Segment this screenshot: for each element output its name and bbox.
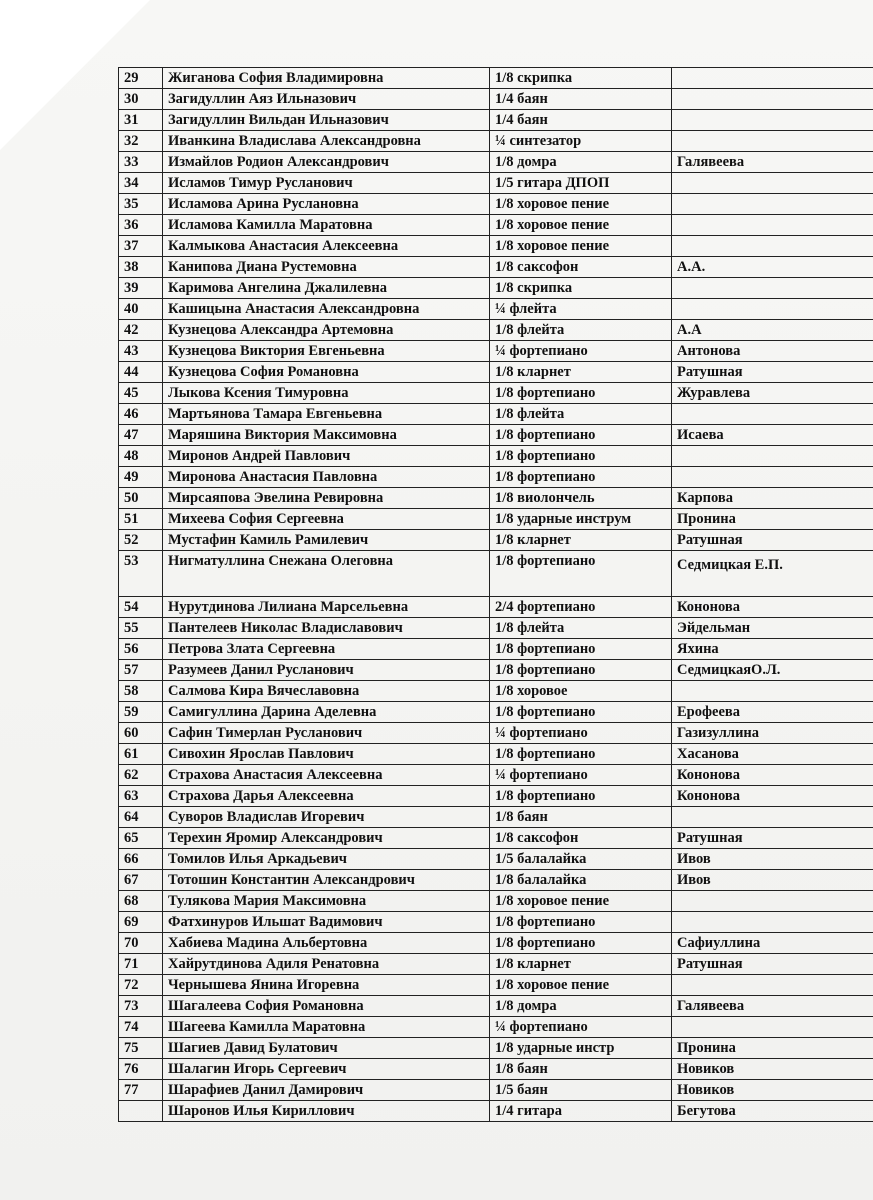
table-row bbox=[119, 681, 873, 702]
table-row bbox=[119, 257, 873, 278]
table-row bbox=[119, 597, 873, 618]
teacher-cell: Пронина bbox=[672, 1038, 873, 1059]
student-name-cell: Жиганова София Владимировна bbox=[163, 68, 490, 89]
teacher-cell: Антонова bbox=[672, 341, 873, 362]
row-number-cell: 64 bbox=[119, 807, 163, 828]
table-row bbox=[119, 807, 873, 828]
row-number-cell: 69 bbox=[119, 912, 163, 933]
table-row bbox=[119, 173, 873, 194]
teacher-cell bbox=[672, 891, 873, 912]
instrument-cell: 1/8 хоровое пение bbox=[490, 975, 672, 996]
instrument-cell: 1/8 скрипка bbox=[490, 68, 672, 89]
student-name-cell: Шаронов Илья Кириллович bbox=[163, 1101, 490, 1122]
table-row bbox=[119, 467, 873, 488]
instrument-cell: 1/8 скрипка bbox=[490, 278, 672, 299]
instrument-cell: 1/8 фортепиано bbox=[490, 425, 672, 446]
teacher-cell bbox=[672, 807, 873, 828]
row-number-cell: 46 bbox=[119, 404, 163, 425]
student-name-cell: Нигматуллина Снежана Олеговна bbox=[163, 551, 490, 597]
instrument-cell: 1/8 фортепиано bbox=[490, 551, 672, 597]
teacher-cell: Ратушная bbox=[672, 530, 873, 551]
teacher-cell bbox=[672, 446, 873, 467]
instrument-cell: 1/4 баян bbox=[490, 110, 672, 131]
student-name-cell: Шагеева Камилла Маратовна bbox=[163, 1017, 490, 1038]
row-number-cell: 68 bbox=[119, 891, 163, 912]
table-row bbox=[119, 131, 873, 152]
teacher-cell bbox=[672, 89, 873, 110]
row-number-cell: 40 bbox=[119, 299, 163, 320]
teacher-cell: Эйдельман bbox=[672, 618, 873, 639]
student-name-cell: Тулякова Мария Максимовна bbox=[163, 891, 490, 912]
instrument-cell: 1/8 саксофон bbox=[490, 257, 672, 278]
teacher-cell bbox=[672, 681, 873, 702]
teacher-cell: Новиков bbox=[672, 1080, 873, 1101]
row-number-cell: 51 bbox=[119, 509, 163, 530]
student-name-cell: Петрова Злата Сергеевна bbox=[163, 639, 490, 660]
table-row bbox=[119, 912, 873, 933]
instrument-cell: 1/5 баян bbox=[490, 1080, 672, 1101]
row-number-cell: 67 bbox=[119, 870, 163, 891]
row-number-cell: 48 bbox=[119, 446, 163, 467]
instrument-cell: ¼ синтезатор bbox=[490, 131, 672, 152]
instrument-cell: 1/5 балалайка bbox=[490, 849, 672, 870]
row-number-cell: 42 bbox=[119, 320, 163, 341]
teacher-cell: Галявеева bbox=[672, 996, 873, 1017]
instrument-cell: 1/8 виолончель bbox=[490, 488, 672, 509]
student-name-cell: Михеева София Сергеевна bbox=[163, 509, 490, 530]
teacher-cell bbox=[672, 68, 873, 89]
teacher-cell: Ратушная bbox=[672, 954, 873, 975]
student-name-cell: Разумеев Данил Русланович bbox=[163, 660, 490, 681]
instrument-cell: 1/8 ударные инструм bbox=[490, 509, 672, 530]
teacher-cell: Бегутова bbox=[672, 1101, 873, 1122]
row-number-cell: 70 bbox=[119, 933, 163, 954]
table-row bbox=[119, 404, 873, 425]
table-row bbox=[119, 849, 873, 870]
row-number-cell: 73 bbox=[119, 996, 163, 1017]
table-row bbox=[119, 618, 873, 639]
instrument-cell: 1/8 саксофон bbox=[490, 828, 672, 849]
teacher-cell: Кононова bbox=[672, 597, 873, 618]
student-name-cell: Шагиев Давид Булатович bbox=[163, 1038, 490, 1059]
table-row bbox=[119, 723, 873, 744]
teacher-cell bbox=[672, 173, 873, 194]
instrument-cell: 1/8 хоровое пение bbox=[490, 215, 672, 236]
table-row bbox=[119, 299, 873, 320]
student-name-cell: Страхова Дарья Алексеевна bbox=[163, 786, 490, 807]
student-name-cell: Кузнецова Виктория Евгеньевна bbox=[163, 341, 490, 362]
row-number-cell: 65 bbox=[119, 828, 163, 849]
row-number-cell: 66 bbox=[119, 849, 163, 870]
teacher-cell: Пронина bbox=[672, 509, 873, 530]
student-name-cell: Кашицына Анастасия Александровна bbox=[163, 299, 490, 320]
instrument-cell: 1/8 хоровое пение bbox=[490, 194, 672, 215]
row-number-cell: 63 bbox=[119, 786, 163, 807]
teacher-cell bbox=[672, 912, 873, 933]
table-row bbox=[119, 660, 873, 681]
student-name-cell: Миронов Андрей Павлович bbox=[163, 446, 490, 467]
row-number-cell bbox=[119, 1101, 163, 1122]
teacher-cell bbox=[672, 110, 873, 131]
instrument-cell: 1/8 баян bbox=[490, 1059, 672, 1080]
table-row bbox=[119, 152, 873, 173]
table-row bbox=[119, 702, 873, 723]
teacher-cell bbox=[672, 1017, 873, 1038]
table-row bbox=[119, 530, 873, 551]
student-name-cell: Терехин Яромир Александрович bbox=[163, 828, 490, 849]
row-number-cell: 34 bbox=[119, 173, 163, 194]
teacher-cell bbox=[672, 131, 873, 152]
student-name-cell: Иванкина Владислава Александровна bbox=[163, 131, 490, 152]
table-row bbox=[119, 362, 873, 383]
instrument-cell: 1/8 баян bbox=[490, 807, 672, 828]
table-row bbox=[119, 320, 873, 341]
instrument-cell: 1/4 гитара bbox=[490, 1101, 672, 1122]
row-number-cell: 56 bbox=[119, 639, 163, 660]
instrument-cell: 1/8 кларнет bbox=[490, 530, 672, 551]
instrument-cell: 1/8 фортепиано bbox=[490, 446, 672, 467]
student-name-cell: Кузнецова Александра Артемовна bbox=[163, 320, 490, 341]
row-number-cell: 76 bbox=[119, 1059, 163, 1080]
row-number-cell: 52 bbox=[119, 530, 163, 551]
teacher-cell bbox=[672, 194, 873, 215]
table-row bbox=[119, 639, 873, 660]
table-row bbox=[119, 551, 873, 597]
teacher-cell bbox=[672, 975, 873, 996]
student-name-cell: Сафин Тимерлан Русланович bbox=[163, 723, 490, 744]
row-number-cell: 54 bbox=[119, 597, 163, 618]
instrument-cell: 1/8 хоровое bbox=[490, 681, 672, 702]
student-name-cell: Шалагин Игорь Сергеевич bbox=[163, 1059, 490, 1080]
teacher-cell: Ратушная bbox=[672, 828, 873, 849]
table-row bbox=[119, 891, 873, 912]
row-number-cell: 77 bbox=[119, 1080, 163, 1101]
table-row bbox=[119, 870, 873, 891]
teacher-cell: А.А. bbox=[672, 257, 873, 278]
student-name-cell: Маряшина Виктория Максимовна bbox=[163, 425, 490, 446]
teacher-cell: СедмицкаяО.Л. bbox=[672, 660, 873, 681]
student-name-cell: Фатхинуров Ильшат Вадимович bbox=[163, 912, 490, 933]
table-row bbox=[119, 1038, 873, 1059]
table-row bbox=[119, 1017, 873, 1038]
student-roster-table bbox=[118, 67, 873, 1122]
row-number-cell: 29 bbox=[119, 68, 163, 89]
teacher-cell: Хасанова bbox=[672, 744, 873, 765]
student-name-cell: Томилов Илья Аркадьевич bbox=[163, 849, 490, 870]
instrument-cell: 1/8 фортепиано bbox=[490, 702, 672, 723]
teacher-cell: Новиков bbox=[672, 1059, 873, 1080]
teacher-cell: Седмицкая Е.П. bbox=[672, 551, 873, 597]
student-name-cell: Кузнецова София Романовна bbox=[163, 362, 490, 383]
teacher-cell: Газизуллина bbox=[672, 723, 873, 744]
instrument-cell: 1/8 кларнет bbox=[490, 362, 672, 383]
student-name-cell: Мартьянова Тамара Евгеньевна bbox=[163, 404, 490, 425]
table-row bbox=[119, 488, 873, 509]
instrument-cell: 1/8 домра bbox=[490, 996, 672, 1017]
instrument-cell: 1/8 кларнет bbox=[490, 954, 672, 975]
row-number-cell: 37 bbox=[119, 236, 163, 257]
teacher-cell: Кононова bbox=[672, 765, 873, 786]
student-name-cell: Калмыкова Анастасия Алексеевна bbox=[163, 236, 490, 257]
row-number-cell: 53 bbox=[119, 551, 163, 597]
student-name-cell: Исламова Камилла Маратовна bbox=[163, 215, 490, 236]
table-row bbox=[119, 954, 873, 975]
row-number-cell: 61 bbox=[119, 744, 163, 765]
student-name-cell: Лыкова Ксения Тимуровна bbox=[163, 383, 490, 404]
student-name-cell: Суворов Владислав Игоревич bbox=[163, 807, 490, 828]
student-name-cell: Шагалеева София Романовна bbox=[163, 996, 490, 1017]
student-name-cell: Салмова Кира Вячеславовна bbox=[163, 681, 490, 702]
instrument-cell: 2/4 фортепиано bbox=[490, 597, 672, 618]
instrument-cell: 1/8 фортепиано bbox=[490, 639, 672, 660]
instrument-cell: 1/8 фортепиано bbox=[490, 912, 672, 933]
table-row bbox=[119, 68, 873, 89]
teacher-cell: Ратушная bbox=[672, 362, 873, 383]
row-number-cell: 57 bbox=[119, 660, 163, 681]
table-row bbox=[119, 110, 873, 131]
row-number-cell: 43 bbox=[119, 341, 163, 362]
teacher-cell bbox=[672, 299, 873, 320]
instrument-cell: ¼ флейта bbox=[490, 299, 672, 320]
teacher-cell: Ивов bbox=[672, 849, 873, 870]
student-name-cell: Измайлов Родион Александрович bbox=[163, 152, 490, 173]
student-name-cell: Чернышева Янина Игоревна bbox=[163, 975, 490, 996]
instrument-cell: 1/8 ударные инстр bbox=[490, 1038, 672, 1059]
teacher-cell: Ивов bbox=[672, 870, 873, 891]
row-number-cell: 59 bbox=[119, 702, 163, 723]
teacher-cell bbox=[672, 404, 873, 425]
row-number-cell: 33 bbox=[119, 152, 163, 173]
row-number-cell: 32 bbox=[119, 131, 163, 152]
row-number-cell: 74 bbox=[119, 1017, 163, 1038]
student-name-cell: Шарафиев Данил Дамирович bbox=[163, 1080, 490, 1101]
table-row bbox=[119, 828, 873, 849]
student-name-cell: Загидуллин Аяз Ильназович bbox=[163, 89, 490, 110]
teacher-cell bbox=[672, 467, 873, 488]
table-row bbox=[119, 425, 873, 446]
instrument-cell: 1/8 фортепиано bbox=[490, 467, 672, 488]
table-row bbox=[119, 765, 873, 786]
table-row bbox=[119, 236, 873, 257]
row-number-cell: 44 bbox=[119, 362, 163, 383]
instrument-cell: 1/8 фортепиано bbox=[490, 744, 672, 765]
row-number-cell: 39 bbox=[119, 278, 163, 299]
table-row bbox=[119, 194, 873, 215]
table-row bbox=[119, 975, 873, 996]
row-number-cell: 47 bbox=[119, 425, 163, 446]
student-name-cell: Хабиева Мадина Альбертовна bbox=[163, 933, 490, 954]
student-name-cell: Страхова Анастасия Алексеевна bbox=[163, 765, 490, 786]
row-number-cell: 58 bbox=[119, 681, 163, 702]
student-name-cell: Мирсаяпова Эвелина Ревировна bbox=[163, 488, 490, 509]
teacher-cell: А.А bbox=[672, 320, 873, 341]
instrument-cell: 1/8 фортепиано bbox=[490, 786, 672, 807]
student-name-cell: Исламов Тимур Русланович bbox=[163, 173, 490, 194]
instrument-cell: 1/8 флейта bbox=[490, 618, 672, 639]
row-number-cell: 38 bbox=[119, 257, 163, 278]
student-name-cell: Исламова Арина Руслановна bbox=[163, 194, 490, 215]
table-row bbox=[119, 933, 873, 954]
teacher-cell: Карпова bbox=[672, 488, 873, 509]
row-number-cell: 50 bbox=[119, 488, 163, 509]
student-name-cell: Пантелеев Николас Владиславович bbox=[163, 618, 490, 639]
teacher-cell bbox=[672, 278, 873, 299]
instrument-cell: 1/8 хоровое пение bbox=[490, 891, 672, 912]
student-name-cell: Загидуллин Вильдан Ильназович bbox=[163, 110, 490, 131]
instrument-cell: 1/8 домра bbox=[490, 152, 672, 173]
row-number-cell: 75 bbox=[119, 1038, 163, 1059]
instrument-cell: 1/8 флейта bbox=[490, 404, 672, 425]
row-number-cell: 71 bbox=[119, 954, 163, 975]
instrument-cell: ¼ фортепиано bbox=[490, 765, 672, 786]
teacher-cell: Яхина bbox=[672, 639, 873, 660]
table-row bbox=[119, 341, 873, 362]
table-row bbox=[119, 1059, 873, 1080]
teacher-cell: Журавлева bbox=[672, 383, 873, 404]
row-number-cell: 30 bbox=[119, 89, 163, 110]
student-name-cell: Хайрутдинова Адиля Ренатовна bbox=[163, 954, 490, 975]
student-name-cell: Тотошин Константин Александрович bbox=[163, 870, 490, 891]
student-name-cell: Миронова Анастасия Павловна bbox=[163, 467, 490, 488]
row-number-cell: 60 bbox=[119, 723, 163, 744]
table-row bbox=[119, 509, 873, 530]
instrument-cell: 1/5 гитара ДПОП bbox=[490, 173, 672, 194]
instrument-cell: 1/8 фортепиано bbox=[490, 383, 672, 404]
row-number-cell: 36 bbox=[119, 215, 163, 236]
table-row bbox=[119, 786, 873, 807]
student-name-cell: Сивохин Ярослав Павлович bbox=[163, 744, 490, 765]
teacher-cell bbox=[672, 236, 873, 257]
table-row bbox=[119, 278, 873, 299]
row-number-cell: 62 bbox=[119, 765, 163, 786]
row-number-cell: 31 bbox=[119, 110, 163, 131]
instrument-cell: 1/8 балалайка bbox=[490, 870, 672, 891]
teacher-cell: Ерофеева bbox=[672, 702, 873, 723]
teacher-cell: Кононова bbox=[672, 786, 873, 807]
row-number-cell: 49 bbox=[119, 467, 163, 488]
student-name-cell: Самигуллина Дарина Аделевна bbox=[163, 702, 490, 723]
roster-body bbox=[119, 68, 873, 1122]
teacher-cell: Исаева bbox=[672, 425, 873, 446]
student-name-cell: Нурутдинова Лилиана Марсельевна bbox=[163, 597, 490, 618]
row-number-cell: 72 bbox=[119, 975, 163, 996]
row-number-cell: 55 bbox=[119, 618, 163, 639]
student-name-cell: Мустафин Камиль Рамилевич bbox=[163, 530, 490, 551]
instrument-cell: 1/8 флейта bbox=[490, 320, 672, 341]
instrument-cell: 1/4 баян bbox=[490, 89, 672, 110]
student-name-cell: Каримова Ангелина Джалилевна bbox=[163, 278, 490, 299]
row-number-cell: 35 bbox=[119, 194, 163, 215]
instrument-cell: ¼ фортепиано bbox=[490, 1017, 672, 1038]
table-row bbox=[119, 383, 873, 404]
teacher-cell bbox=[672, 215, 873, 236]
instrument-cell: ¼ фортепиано bbox=[490, 723, 672, 744]
teacher-cell: Сафиуллина bbox=[672, 933, 873, 954]
table-row bbox=[119, 744, 873, 765]
table-row bbox=[119, 446, 873, 467]
teacher-cell: Галявеева bbox=[672, 152, 873, 173]
row-number-cell: 45 bbox=[119, 383, 163, 404]
table-row bbox=[119, 1101, 873, 1122]
table-row bbox=[119, 996, 873, 1017]
table-row bbox=[119, 215, 873, 236]
instrument-cell: ¼ фортепиано bbox=[490, 341, 672, 362]
instrument-cell: 1/8 фортепиано bbox=[490, 660, 672, 681]
table-row bbox=[119, 1080, 873, 1101]
instrument-cell: 1/8 фортепиано bbox=[490, 933, 672, 954]
table-row bbox=[119, 89, 873, 110]
student-name-cell: Канипова Диана Рустемовна bbox=[163, 257, 490, 278]
instrument-cell: 1/8 хоровое пение bbox=[490, 236, 672, 257]
